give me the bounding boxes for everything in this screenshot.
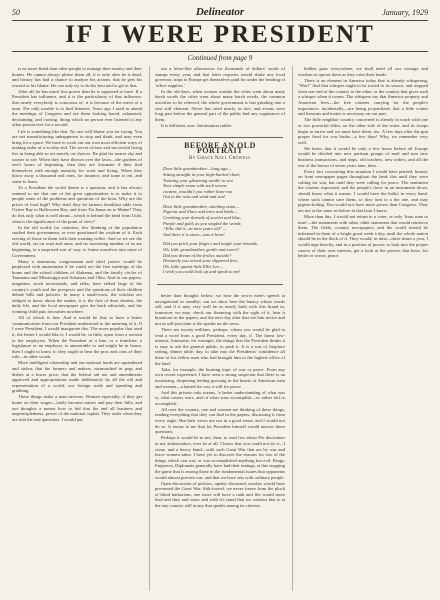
poem-line: Oh, little grandmother, gentle and sweet?: [163, 247, 240, 253]
continued-note: Continued from page 9: [187, 54, 253, 62]
poem-stanza: [161, 241, 279, 275]
poem-line: Did you dream of the frolics outside?: [163, 252, 232, 258]
article-column-1: [12, 66, 142, 591]
paragraph: All over the country, one and women are thinking of these things, reading everything that they can find in the papers, discussing it from every angle. But their views are not in a good sense, and I would not do so. It seems to me that for President himself would answer these questions.: [155, 406, 285, 435]
paragraph: Take, for example, the burning topic of war or peace. From any own recent experience I have seen a strong suspicion that there is an increasing, deepening feeling growing in the hearts of American men and women—a hatred for war, a will for peace.: [155, 366, 285, 389]
article-column-3: [298, 66, 428, 591]
paragraph: To a President the world theme is a question, and it has always seemed to me that one of the great opportunities is to make it to people some of the problems and questions of the hour. Why are the prices of food high? Why don't they let farmers breakfast table from Oyster Bay to Halloween Bay, and from Tia Juana on to Maine? They do this only what is well about—which is behind the head from Utah, what is the significance of the point of view?: [12, 184, 142, 224]
paragraph: out a letter-like allowances for thousands of dollars' worth of stamps every year, and that letter requests would shake any local governor, traps to Europe get themselves paid for under the heading of 'office supplies.': [155, 66, 285, 88]
paragraph: There are twenty millions, perhaps, whom you would be glad to read a word from a good President, every day, if. The finest low-interest, lonesome, for example, the things that the President thinks it is easy to ask the general public, to push it. It is a sort of fireplace setting, dinner table, day, to take into the Presidents' confidence all these of his fellow men who had brought him to the highest office of the land.: [155, 327, 285, 366]
poem-line: Did you prick your fingers and tangle your threads,: [163, 241, 258, 247]
paragraph: is no more fitted than other people to manage their money and their homes. He cannot always please them all; it is only after he is dead, and history has had a chance to analyze his actions, that he gets his reward or his blame. He can only try to do his best and to get at that.: [12, 66, 142, 88]
poem-line: “Ellie did it—at nine years old”—: [163, 226, 227, 232]
poem-line: Demurely you sewed your slippered feet,: [163, 258, 238, 264]
paragraph: After all, he has much less power than he is supposed to have. If a President has influence, and it is the particularity of that influence, that nearly everybody is conscious of, it is because of the merit of a man. The only trouble is to find listeners. Years ago I used to attend the meetings of Congress and see them looking bored, exhausted, declaiming, and cursing, doing which no person ever listened to any other person ever for a second.: [12, 88, 142, 128]
paragraph: Perhaps it would be to me, then, to read few about Pre disclaimer to my ambassadors, ever be at all. I know that you could not do it—I come, and a heavy hand—with such Great War that are by war and leave women saber. I have yet to discover the reasons for two of the things which can war, or war accomplished anything but evil. Kings, Emperors, Diplomats generally have had their innings, at this stopping the game that is among those in the fundamental issues that opponents would almost prevent war, and that we have sets with ordinary people.: [155, 435, 285, 480]
paragraph: There is an element in America today that is already whispering, "War!" And that whisper ought to be traced to its source, and stopped from one end of the country to the other, or the country that gives such a whisper when it comes. The whispers say that America property and American lives—the free citizens carrying for the people's importance, incidentally—are being jeopardized; that a little comes and firearms and toxins is necessary on our part.: [298, 77, 428, 117]
paragraph: Every fact concerning this situation I would have printed, honest, on front newspaper pages throughout the land; this until they were calling for war, but until they were calling for peace. The sentiment the citizens expressed, and the people's favor in an instrument down, should know what it means. I would have the ballot in every hand, where such cannot save them, so they turn to a the one, and may pigeon-holing. You would not have more power than Congress. They are not at the same as before in that hour I know.: [298, 168, 428, 213]
poem-line: Dear little grandmother—long ago—: [163, 166, 232, 172]
paragraph: In the old days, when women outside the cities went about many harsh words the cities went about many harsh words, the common activities to be relieved, the whole government is fast grinding into a vast stiff element. Never has cried nearly, in fact, and events were long past before the general part of the public had any cognizance of them.: [155, 88, 285, 122]
paragraph: In the old world, for centuries, few thinking of the population studied their government, or ever questioned the wisdom of it. Each serving of those in them with their toasting coffee. And so we see the old world, set on road and arms, and its increasing number of us are beginning, in a surprised sort of way, to frame ourselves into more of Government.: [12, 224, 142, 258]
poem-line: Purple and gold, as you singled the words:: [163, 220, 242, 226]
poem-author: By Grace Noll Crowell: [189, 155, 251, 161]
paragraph: More intelligent citizenship and our national funds are squandered and stolen; that the farmers and makers, mismatched in pegs and dishes at a lower price; that the federal aid not and amendments approved and appropriations made deliberately by all the old and representation of a world, our foreign trade and spending and grabbing.: [12, 360, 142, 394]
running-header: [12, 6, 428, 20]
paragraph: hidden guns everywhere, we shall need all our courage and wisdom to uproot these as they raise their heads.: [298, 66, 428, 77]
poem-title: BEFORE AN OLD PORTRAIT: [184, 140, 256, 156]
poem-line: Oh, little quaint little Ellie Lee—: [163, 263, 224, 269]
paragraph: It is different, now. Information rattles: [161, 122, 232, 128]
poem-line: I wish you could look up and speak to me!: [163, 269, 241, 275]
article-title: IF I WERE PRESIDENT: [65, 21, 375, 48]
paragraph: better than thought; below; we hear the secret men's speech at navagational as steadily; can we show here the lunacy whose words sell, and if it may very well be as nearly built with this brand in, tomorrow we may, check our financing with the sight of it, hear it broadcast in the papers, and the next day after that see him notice and not as self-proclaim is the speaks on the news.: [155, 293, 285, 326]
magazine-page: [12, 6, 428, 594]
poem-line: Pigeons and lilacs and trees and birds—: [163, 209, 238, 215]
poem-line: Out in the rain and wind and sun!: [163, 194, 226, 200]
paragraph: Open discussion of policies, openly discussed, insofar; would have prevented the Great War. Stilt-footed, we never freeze from the pluck of blind barbarians, one more will have a rank and file would more lead and they and wiser and with it's stand that we conduct that is at the any country still at any that speaks among its citizens.: [155, 480, 285, 508]
page-number: 50: [12, 8, 20, 17]
poem-line: And there it is stain—was it bore!: [163, 231, 225, 237]
column-divider: [149, 66, 150, 591]
poem-line: Dear little grandmother, stitching seam—: [163, 203, 240, 209]
magazine-name: Delineator: [195, 6, 245, 18]
poem-line: Twisting your glistening needle to sew: [163, 177, 234, 183]
poem-box: [157, 137, 283, 285]
paragraph: The little neighbor country concerned is already in touch with one or two powerful allies, on the other side of the water, and its troops begin to arrive and we must have them, too. A few days after the gun proper fired for war broke—a few days! Why, we remember very well.: [298, 117, 428, 145]
paragraph: More than this, I would not return to a voter, or only 'from time to time'—the statements with other, older statesmen that would reinforce them. The fields, country newspapers, and the world should be informed in them of a bright good week a day, until the whole nation should be in the thick of it. They would, in time—three times a year, I would urge heavily, and in a position of power, to look into the proper source of their own interest, get a look at the powers that have, for better or worse, peace.: [298, 213, 428, 259]
column-divider: [292, 66, 293, 591]
paragraph: We know that it would be only a few hours before all Europe would be divided into new partisan groups of mail and into new business transactions, and ships, old teachers, new orders, and all the rest of the horror of seven years later, then.: [298, 145, 428, 168]
poem-line: Crooking your threads of scarlet and blue,: [163, 215, 242, 221]
paragraph: All of which is fine. And it would be fine to have a better communication from our President understood to the meaning of it. If I were President, I would inaugurate this. The more popular that used it, the better I would like it; I would be, in little, apart from a servant to her employers. When the President of a line, or a franchise, a legislature or an employer, is answerable to and might be in honor, then I ought to know it; they ought to hear the pros and cons of their rule—in other words.: [12, 315, 142, 360]
paragraph: Life is something like that. No one will blame you for trying. You are not manufacturing unhappiness to stop and think, and may even bring for a space. We have to work out our own most efficient ways of making order of a worthy end. The secret of ease and successful living lies in being able to act merely on choices. Be glad for nearer sky and sooner to see. When they have thrown over the lawn—the gardens of one's hours of beginning, then they are fortunate if they find themselves with enough maturity for work and living. When they throw away a thousand real ones, for instance, and some to eat, and some to learn.: [12, 128, 142, 184]
poem-line: Sitting straight in your high-backed chair,: [163, 171, 241, 177]
poem-line: content, wouldn't you rather have run: [163, 188, 233, 194]
issue-date: January, 1929: [382, 8, 428, 17]
poem-stanza: [161, 166, 279, 200]
paragraph: These things make a man nervous. Women especially, if they get home on their wages—lately become nurses and pay their bills, and our thoughts a means how to bid that the and all business and unprincipledness, power of the national capital. They settle when they are told the real questions. I would put: [12, 394, 142, 422]
title-rule: [12, 51, 428, 52]
paragraph: Many a statesman, congressman and chief justice would be perplexed with amazement if he could see the first meetings of the home and the school children of Alabama, and the family circles of Tasmania and Mississippi and Arkansas and Ohio. And in our papers, magazine, stock newsstands, and talks; have talked large of the country's youth and the prospects and the questions of their children debate bills and policies. In many a small-town, the scholars are obliged to know about the matter, it is the first of their dreams, the daily life, and the local newspaper give the back editorials, and the winning child puts favourites nowhere.: [12, 258, 142, 315]
paragraph: And this private only means, 'a better understanding of what war is, what causes wars, and of what wars accomplish—or rather fail to accomplish.': [155, 389, 285, 406]
poem-stanza: [161, 204, 279, 238]
article-column-2: [155, 66, 285, 591]
poem-line: Your simple seam with such serene: [163, 183, 227, 189]
